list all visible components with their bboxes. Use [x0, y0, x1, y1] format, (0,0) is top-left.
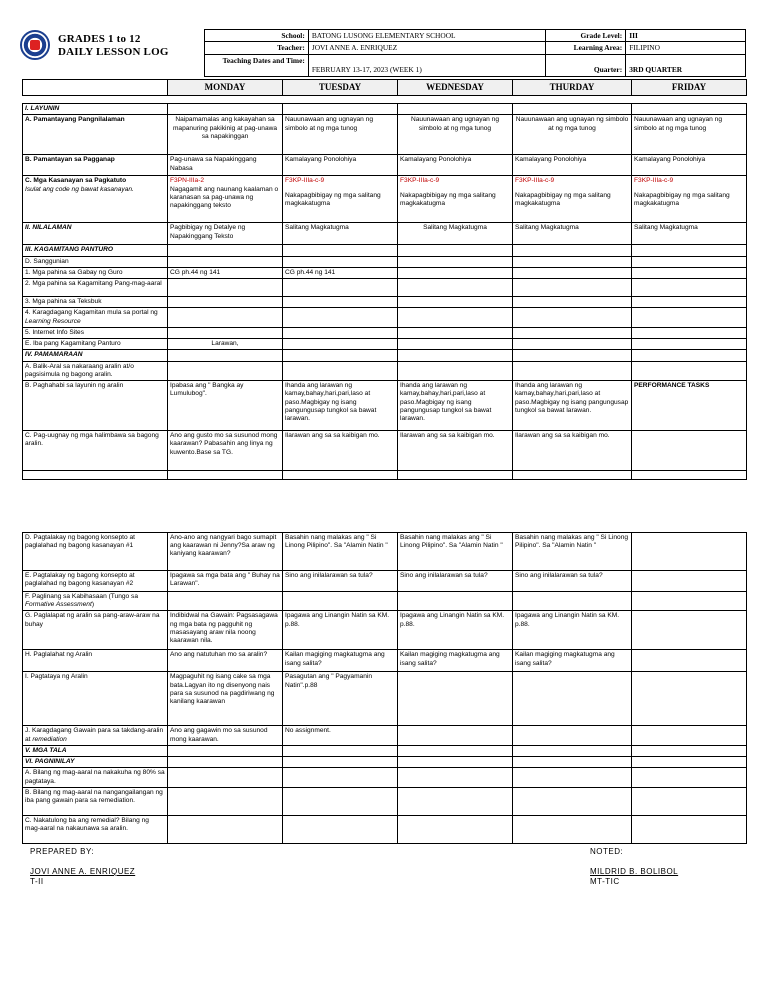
competency-code: F3KP-IIIa-c-9: [515, 177, 555, 185]
lesson-log-table-top: [22, 79, 747, 480]
day-friday: FRIDAY: [632, 80, 747, 96]
cell-gabay-tue: CG ph.44 ng 141: [283, 267, 398, 278]
cell-pangnilalaman-tue: Nauunawaan ang ugnayan ng simbolo at ng mga tunog: [283, 115, 398, 155]
cell-pag-uugnay-mon: Ano ang gusto mo sa susunod mong kaarawan? Pabasahin ang linya ng kuwento.Base sa TG.: [168, 431, 283, 471]
prepared-by-name: JOVI ANNE A. ENRIQUEZ: [30, 867, 136, 876]
row-label-pagtataya: I. Pagtataya ng Aralin: [23, 672, 168, 726]
cell-paglalahat-thu: Kailan magiging magkatugma ang isang salita?: [513, 650, 632, 672]
cell-kasanayan-tue: [283, 176, 398, 223]
section-pamamaraan: IV. PAMAMARAAN: [23, 350, 168, 361]
cell-paglalapat-tue: Ipagawa ang Linangin Natin sa KM. p.88.: [283, 611, 398, 650]
school-value: BATONG LUSONG ELEMENTARY SCHOOL: [308, 30, 546, 42]
competency-code: F3KP-IIIa-c-9: [400, 177, 440, 185]
day-header-blank: [23, 80, 168, 96]
teacher-value: JOVI ANNE A. ENRIQUEZ: [308, 42, 546, 54]
day-monday: MONDAY: [168, 80, 283, 96]
cell-kasanayan-thu: [513, 176, 632, 223]
noted-label: NOTED:: [590, 847, 624, 856]
cell-pagganap-tue: Kamalayang Ponolohiya: [283, 155, 398, 176]
row-label-pamantayang-pangnilalaman: A. Pamantayang Pangnilalaman: [23, 115, 168, 155]
quarter-label: Quarter:: [546, 54, 626, 76]
cell-paglalahat-wed: Kailan magiging magkatugma ang isang salita?: [398, 650, 513, 672]
cell-paghahabi-thu: Ihanda ang larawan ng kamay,bahay,hari,pari,laso at paso.Magbigay ng isang pangungusap tungkol sa bawat larawan.: [513, 381, 632, 431]
row-label-bilang-80-porsyento: A. Bilang ng mag-aaral na nakakuha ng 80% sa pagtataya.: [23, 768, 168, 787]
kasanayan-subtitle: Isulat ang code ng bawat kasanayan.: [25, 185, 134, 193]
cell-nilalaman-thu: Salitang Magkatugma: [513, 223, 632, 245]
lesson-log-table-bottom: [22, 532, 747, 844]
learning-area-value: FILIPINO: [626, 42, 746, 54]
day-thursday: THURDAY: [513, 80, 632, 96]
row-label-gabay-ng-guro: 1. Mga pahina sa Gabay ng Guro: [23, 267, 168, 278]
cell-pag-uugnay-thu: Ilarawan ang sa sa kaibigan mo.: [513, 431, 632, 471]
row-label-paglalapat: G. Paglalapat ng aralin sa pang-araw-araw na buhay: [23, 611, 168, 650]
cell-pagtalakay1-thu: Basahin nang malakas ang " Si Linong Pilipino". Sa "Alamin Natin ": [513, 533, 632, 571]
competency-code: F3KP-IIIa-c-9: [634, 177, 674, 185]
karagdagang-kagamitan-text: 4. Karagdagang Kagamitan mula sa portal ng: [25, 309, 158, 317]
header-info-table: [204, 29, 746, 77]
cell-pagganap-thu: Kamalayang Ponolohiya: [513, 155, 632, 176]
cell-paglalahat-tue: Kailan magiging magkatugma ang isang salita?: [283, 650, 398, 672]
cell-karagdagang-gawain-tue: No assignment.: [283, 726, 398, 745]
row-label-kasanayan: [23, 176, 168, 223]
section-kagamitang-panturo: III. KAGAMITANG PANTURO: [23, 245, 168, 256]
row-label-paghahabi: B. Paghahabi sa layunin ng aralin: [23, 381, 168, 431]
cell-kasanayan-fri: [632, 176, 747, 223]
cell-pagganap-fri: Kamalayang Ponolohiya: [632, 155, 747, 176]
cell-pagganap-mon: Pag-unawa sa Napakinggang Nabasa: [168, 155, 283, 176]
cell-pag-uugnay-tue: Ilarawan ang sa sa kaibigan mo.: [283, 431, 398, 471]
cell-pangnilalaman-wed: Nauunawaan ang ugnayan ng simbolo at ng mga tunog: [398, 115, 513, 155]
cell-pagganap-wed: Kamalayang Ponolohiya: [398, 155, 513, 176]
cell-pangnilalaman-mon: Naipamamalas ang kakayahan sa mapanuring pakikinig at pag-unawa sa napakinggan: [168, 115, 283, 155]
competency-text: Nakapagbibigay ng mga salitang magkakatugma: [634, 191, 730, 207]
cell-pagtalakay1-wed: Basahin nang malakas ang " Si Linong Pilipino". Sa "Alamin Natin ": [398, 533, 513, 571]
remediation-text: remediation: [32, 735, 67, 743]
school-label: School:: [205, 30, 309, 42]
row-label-paglinang: F. Paglinang sa Kabihasaan (Tungo sa Formative Assessment): [23, 592, 168, 611]
prepared-by-label: PREPARED BY:: [30, 847, 95, 856]
cell-pagtalakay1-tue: Basahin nang malakas ang " Si Linong Pilipino". Sa "Alamin Natin ": [283, 533, 398, 571]
quarter-value: 3RD QUARTER: [626, 54, 746, 76]
competency-text: Nakapagbibigay ng mga salitang magkakatugma: [285, 191, 381, 207]
cell-pagtalakay2-thu: Sino ang inilalarawan sa tula?: [513, 571, 632, 592]
grade-level-label: Grade Level:: [546, 30, 626, 42]
cell-paglalapat-thu: Ipagawa ang Linangin Natin sa KM. p.88.: [513, 611, 632, 650]
cell-karagdagang-gawain-mon: Ano ang gagawin mo sa susunod mong kaarawan.: [168, 726, 283, 745]
cell-pagtalakay2-mon: Ipagawa sa mga bata ang " Buhay na Larawan".: [168, 571, 283, 592]
section-nilalaman: II. NILALAMAN: [23, 223, 168, 245]
cell-pagtalakay2-wed: Sino ang inilalarawan sa tula?: [398, 571, 513, 592]
cell-nilalaman-mon: Pagbibigay ng Detalye ng Napakinggang Teksto: [168, 223, 283, 245]
cell-kasanayan-mon: [168, 176, 283, 223]
prepared-by-position: T-II: [30, 877, 44, 886]
row-label-pagtalakay-1: D. Pagtalakay ng bagong konsepto at paglalahad ng bagong kasanayan #1: [23, 533, 168, 571]
competency-text: Nagagamit ang naunang kaalaman o karanasan sa pag-unawa ng napakinggang teksto: [170, 185, 279, 210]
row-label-iba-pang-kagamitan: E. Iba pang Kagamitang Panturo: [23, 339, 168, 350]
competency-code: F3KP-IIIa-c-9: [285, 177, 325, 185]
day-header-row: [23, 80, 747, 96]
row-label-kagamitang-pang-mag-aaral: 2. Mga pahina sa Kagamitang Pang-mag-aaral: [23, 279, 168, 297]
cell-pangnilalaman-thu: Nauunawaan ang ugnayan ng simbolo at ng mga tunog: [513, 115, 632, 155]
brand-title-line2: DAILY LESSON LOG: [58, 46, 169, 58]
row-label-karagdagang-kagamitan: [23, 308, 168, 327]
day-tuesday: TUESDAY: [283, 80, 398, 96]
noted-name: MILDRID B. BOLIBOL: [590, 867, 679, 876]
row-label-karagdagang-gawain: [23, 726, 168, 745]
row-label-pag-uugnay: C. Pag-uugnay ng mga halimbawa sa bagong aralin.: [23, 431, 168, 471]
cell-pag-uugnay-wed: Ilarawan ang sa sa kaibigan mo.: [398, 431, 513, 471]
day-wednesday: WEDNESDAY: [398, 80, 513, 96]
cell-paglalahat-mon: Ano ang natutuhan mo sa aralin?: [168, 650, 283, 672]
row-label-bilang-remediation: B. Bilang ng mag-aaral na nangangailangan ng iba pang gawain para sa remediation.: [23, 787, 168, 815]
cell-pagtalakay2-tue: Sino ang inilalarawan sa tula?: [283, 571, 398, 592]
cell-paghahabi-mon: Ipabasa ang " Bangka ay Lumulubog".: [168, 381, 283, 431]
karagdagang-gawain-text: J. Karagdagang Gawain para sa takdang-aralin at: [25, 727, 164, 743]
section-pagninilay: VI. PAGNINILAY: [23, 757, 168, 768]
cell-paglalapat-wed: Ipagawa ang Linangin Natin sa KM. p.88.: [398, 611, 513, 650]
competency-text: Nakapagbibigay ng mga salitang magkakatugma: [515, 191, 611, 207]
teaching-dates-value: FEBRUARY 13-17, 2023 (WEEK 1): [308, 54, 546, 76]
competency-code: F3PN-IIIa-2: [170, 177, 205, 185]
cell-paghahabi-tue: Ihanda ang larawan ng kamay,bahay,hari,pari,laso at paso.Magbigay ng isang pangungusap tungkol sa bawat larawan.: [283, 381, 398, 431]
row-label-pagtalakay-2: E. Pagtalakay ng bagong konsepto at paglalahad ng bagong kasanayan #2: [23, 571, 168, 592]
row-label-nakatulong-remedial: C. Nakatulong ba ang remedial? Bilang ng mag-aaral na nakaunawa sa aralin.: [23, 815, 168, 843]
paglinang-text: F. Paglinang sa Kabihasaan (Tungo sa: [25, 593, 139, 600]
brand-title-line1: GRADES 1 to 12: [58, 33, 141, 45]
learning-resource-text: Learning Resource: [25, 317, 81, 325]
cell-nilalaman-fri: Salitang Magkatugma: [632, 223, 747, 245]
row-label-sanggunian: D. Sanggunian: [23, 256, 168, 267]
cell-paglalapat-mon: Indibidwal na Gawain: Pagsasagawa ng mga bata ng pagguhit ng masasayang araw nila noong kaarawan nila.: [168, 611, 283, 650]
row-label-teksbuk: 3. Mga pahina sa Teksbuk: [23, 297, 168, 308]
section-mga-tala: V. MGA TALA: [23, 745, 168, 756]
kasanayan-title: C. Mga Kasanayan sa Pagkatuto: [25, 177, 127, 185]
row-label-pamantayan-sa-pagganap: B. Pamantayan sa Pagganap: [23, 155, 168, 176]
competency-text: Nakapagbibigay ng mga salitang magkakatugma: [400, 191, 496, 207]
learning-area-label: Learning Area:: [546, 42, 626, 54]
cell-gabay-mon: CG ph.44 ng 141: [168, 267, 283, 278]
cell-pagtalakay1-mon: Ano-ano ang nangyari bago sumapit ang kaarawan ni Jenny?Sa araw ng kaniyang kaarawan?: [168, 533, 283, 571]
row-label-internet-info-sites: 5. Internet Info Sites: [23, 327, 168, 338]
cell-iba-pang-kagamitan-mon: Larawan,: [168, 339, 283, 350]
cell-paghahabi-wed: Ihanda ang larawan ng kamay,bahay,hari,pari,laso at paso.Magbigay ng isang pangungusap tungkol sa bawat larawan.: [398, 381, 513, 431]
section-layunin: I. LAYUNIN: [23, 104, 168, 115]
cell-kasanayan-wed: [398, 176, 513, 223]
teaching-dates-label: Teaching Dates and Time:: [205, 54, 309, 76]
teacher-label: Teacher:: [205, 42, 309, 54]
cell-pangnilalaman-fri: Nauunawaan ang ugnayan ng simbolo at ng mga tunog: [632, 115, 747, 155]
cell-performance-tasks: PERFORMANCE TASKS: [632, 381, 747, 431]
formative-assessment-text: Formative Assessment: [25, 601, 92, 609]
noted-position: MT-TIC: [590, 877, 620, 886]
row-label-paglalahat: H. Paglalahat ng Aralin: [23, 650, 168, 672]
cell-pagtataya-tue: Pasagutan ang " Pagyamanin Natin".p.88: [283, 672, 398, 726]
cell-nilalaman-tue: Salitang Magkatugma: [283, 223, 398, 245]
cell-pagtataya-mon: Magpaguhit ng isang cake sa mga bata.Lagyan ito ng disenyong nais para sa susunod na pagdiriwang ng kanilang kaarawan: [168, 672, 283, 726]
deped-seal-logo: [20, 30, 50, 60]
grade-level-value: III: [626, 30, 746, 42]
row-label-balik-aral: A. Balik-Aral sa nakaraang aralin at/o pagsisimula ng bagong aralin.: [23, 361, 168, 380]
cell-nilalaman-wed: Salitang Magkatugma: [398, 223, 513, 245]
